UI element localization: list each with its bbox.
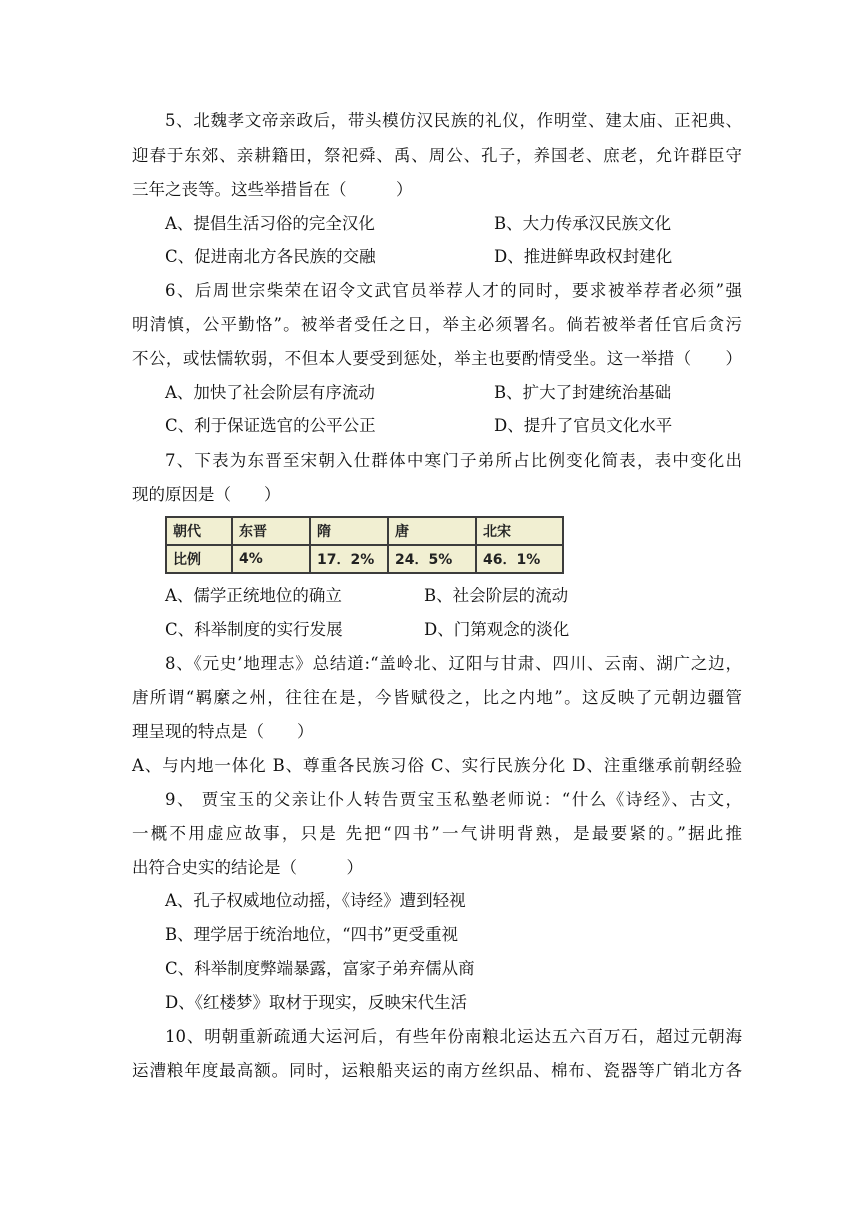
table-cell: 46．1% — [476, 545, 563, 573]
q7-option-d: D、门第观念的淡化 — [424, 620, 570, 639]
q5-option-c: C、促进南北方各民族的交融 — [165, 247, 376, 266]
q6-line-2: 明清慎，公平勤恪”。被举者受任之日，举主必须署名。倘若被举者任官后贪污 — [132, 315, 742, 334]
q6-option-b: B、扩大了封建统治基础 — [494, 383, 672, 402]
dynasty-ratio-table — [165, 516, 564, 574]
table-cell: 4% — [232, 545, 310, 573]
table-cell: 24．5% — [388, 545, 476, 573]
q5-line-2: 迎春于东郊、亲耕籍田，祭祀舜、禹、周公、孔子，养国老、庶老，允许群臣守 — [132, 146, 742, 165]
q7-line-2: 现的原因是（ ） — [132, 485, 281, 504]
table-cell: 唐 — [388, 517, 476, 545]
q7-option-a: A、儒学正统地位的确立 — [165, 586, 342, 605]
table-header-row — [166, 517, 563, 545]
table-cell: 比例 — [166, 545, 232, 573]
table-cell: 东晋 — [232, 517, 310, 545]
q9-line-3: 出符合史实的结论是（ ） — [132, 858, 363, 877]
q7-option-c: C、科举制度的实行发展 — [165, 620, 343, 639]
q5-option-a: A、提倡生活习俗的完全汉化 — [165, 214, 375, 233]
table-cell: 朝代 — [166, 517, 232, 545]
q9-option-c: C、科举制度弊端暴露，富家子弟弃儒从商 — [165, 959, 475, 978]
q5-line-3: 三年之丧等。这些举措旨在（ ） — [132, 180, 413, 199]
q7-line-1: 7、下表为东晋至宋朝入仕群体中寒门子弟所占比例变化简表，表中变化出 — [165, 451, 742, 470]
q6-option-d: D、提升了官员文化水平 — [494, 416, 673, 435]
q8-line-1: 8、《元史’地理志》总结道:“盖岭北、辽阳与甘肃、四川、云南、湖广之边， — [165, 654, 742, 673]
q5-line-1: 5、北魏孝文帝亲政后，带头模仿汉民族的礼仪，作明堂、建太庙、正祀典、 — [165, 111, 742, 130]
table-cell: 隋 — [310, 517, 388, 545]
q6-option-c: C、利于保证选官的公平公正 — [165, 416, 376, 435]
q8-options: A、与内地一体化 B、尊重各民族习俗 C、实行民族分化 D、注重继承前朝经验 — [132, 756, 742, 775]
q5-option-d: D、推进鲜卑政权封建化 — [494, 247, 673, 266]
q9-option-b: B、理学居于统治地位，“四书”更受重视 — [165, 925, 458, 944]
q9-line-2: 一概不用虚应故事，只是 先把“四书”一气讲明背熟，是最要紧的。”据此推 — [132, 824, 742, 843]
q9-option-a: A、孔子权威地位动摇，《诗经》遭到轻视 — [165, 891, 466, 910]
q6-line-3: 不公，或怯懦软弱，不但本人要受到惩处，举主也要酌情受坐。这一举措（ ） — [132, 349, 742, 368]
q8-line-2: 唐所谓“羁縻之州，往往在是，今皆赋役之，比之内地”。这反映了元朝边疆管 — [132, 688, 742, 707]
table-cell: 17．2% — [310, 545, 388, 573]
table-cell: 北宋 — [476, 517, 563, 545]
q10-line-2: 运漕粮年度最高额。同时，运粮船夹运的南方丝织品、棉布、瓷器等广销北方各 — [132, 1061, 742, 1080]
q5-option-b: B、大力传承汉民族文化 — [494, 214, 672, 233]
q9-option-d: D、《红楼梦》取材于现实，反映宋代生活 — [165, 993, 467, 1012]
q6-option-a: A、加快了社会阶层有序流动 — [165, 383, 375, 402]
q9-line-1: 9、 贾宝玉的父亲让仆人转告贾宝玉私塾老师说：“什么《诗经》、古文， — [165, 790, 742, 809]
table-row — [166, 545, 563, 573]
q7-option-b: B、社会阶层的流动 — [424, 586, 569, 605]
q8-line-3: 理呈现的特点是（ ） — [132, 722, 314, 741]
q6-line-1: 6、后周世宗柴荣在诏令文武官员举荐人才的同时，要求被举荐者必须”强 — [165, 281, 742, 300]
q10-line-1: 10、明朝重新疏通大运河后，有些年份南粮北运达五六百万石，超过元朝海 — [165, 1027, 742, 1046]
